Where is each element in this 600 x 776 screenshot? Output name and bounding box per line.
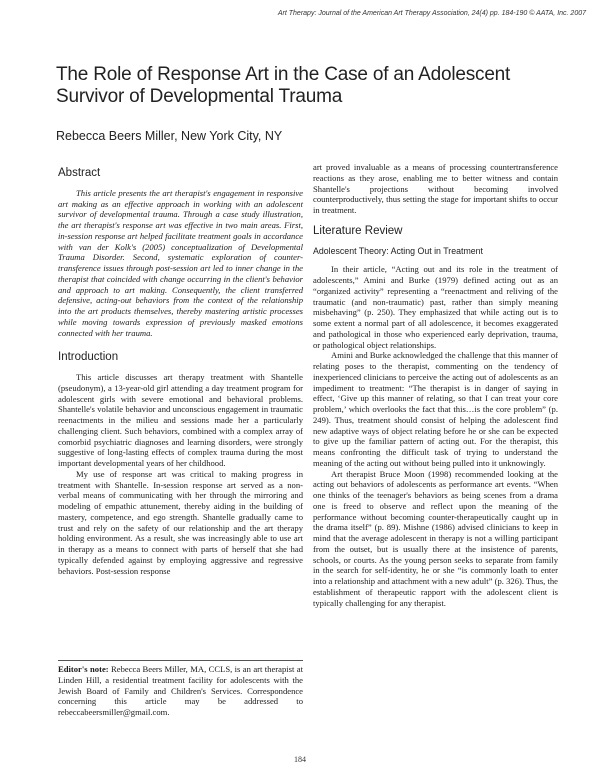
running-head: Art Therapy: Journal of the American Art Therapy Association, 24(4) pp. 184-190 © AATA, Inc. 2007 — [277, 10, 586, 17]
author-name: Rebecca Beers Miller, — [56, 129, 178, 143]
editors-note-label: Editor's note: — [58, 664, 109, 674]
article-title: The Role of Response Art in the Case of an Adolescent Survivor of Developmental Trauma — [56, 64, 511, 107]
author-location: New York City, NY — [177, 129, 283, 143]
page-number: 184 — [294, 755, 306, 764]
abstract-heading: Abstract — [58, 167, 101, 179]
abstract-text: This article presents the art therapist's engagement in responsive art making as an effective approach in working with an adolescent survivor of developmental trauma. Through a case study illustration, the art therapist's response art was effective in two main areas. First, in-session response art helped facilitate treatment goals in accordance with van der Kolk's (2005) conceptualization of Developmental Trauma Disorder. Second, systematic exploration of counter-transference issues through post-session art led to inner change in the therapist that coincided with change occurring in the client's behavior and approach to art making. Consequently, the client transferred defensive, acting-out behaviors from the context of the relationship into the art products themselves, thereby mastering artistic processes while moving towards expression of previously masked emotions connected with her trauma. — [58, 187, 303, 338]
introduction-heading: Introduction — [58, 351, 119, 364]
acting-out-subheading: Adolescent Theory: Acting Out in Treatment — [313, 245, 484, 256]
literature-review-heading: Literature Review — [313, 224, 403, 237]
editors-note — [58, 660, 303, 718]
continuation-paragraph: art proved invaluable as a means of processing countertransference reactions as they arose, enabling me to better witness and contain Shantelle's projections without becoming involved counterproductively, thus setting the stage for important shifts to occur in treatment. — [313, 162, 558, 215]
intro-paragraph-1: This article discusses art therapy treatment with Shantelle (pseudonym), a 13-year-old girl attending a day treatment program for adolescent girls with severe emotional and behavioral problems. Shantelle's volatile behavior and unconscious engagement in traumatic reenactments in the milieu and sessions made her a particularly challenging client. Such behaviors, combined with a complex array of comorbid psychiatric diagnoses and learning disorders, were strongly suggestive of long-lasting effects of complex trauma during the most important developmental years of her childhood. — [58, 372, 303, 468]
intro-paragraph-2: My use of response art was critical to making progress in treatment with Shantelle. In-session response art served as a non-verbal means of communicating with her through the mirroring and modeling of empathic attunement, thereby aiding in the building of mastery, competence, and ego strength. Shantelle gradually came to trust and rely on the safety of our relationship and the art therapy holding environment. As a result, she was increasingly able to use art in therapy as a means to connect with parts of herself that she had typically defended against by employing aggressive and regressive behaviors. Post-session response — [58, 468, 303, 576]
lit-paragraph-3: Art therapist Bruce Moon (1998) recommended looking at the acting out behaviors of adolescents as performance art events. “When one thinks of the teenager's behaviors as being scenes from a drama one is freed to observe and reflect upon the meaning of the performance without becoming counter-therapeutically caught up in the drama itself” (p. 89). Mishne (1986) advised clinicians to keep in mind that the average adolescent in therapy is not a willing participant from the outset, but is usually there at the insistence of parents, schools, or courts. As the young person seeks to separate from family in the search for self-identity, he or she “is commonly loath to enter into a relationship and attachment with a new adult” (p. 326). Thus, the establishment of therapeutic rapport with the adolescent client is typically challenging for any therapist. — [313, 468, 558, 608]
lit-paragraph-1: In their article, “Acting out and its role in the treatment of adolescents,” Amini and Burke (1979) defined acting out as an “organized activity” representing a “reenactment and reliving of the traumatic (and non-traumatic) past, rather than simply meaning misbehaving” (p. 250). They emphasized that while acting out is to some extent a normal part of all adolescence, it becomes exaggerated and pathological in those who experienced early deprivation, trauma, or pathological object relationships. — [313, 264, 558, 350]
left-column — [58, 168, 303, 576]
lit-paragraph-2: Amini and Burke acknowledged the challenge that this manner of relating poses to the therapist, commenting on the tendency of inexperienced clinicians to perceive the acting out of adolescents as an impediment to treatment: “The therapist is in danger of saying in effect, ‘Give up this manner of relating, so that I can treat your core problem,’ which overlooks the fact that this…is the core problem” (p. 249). Thus, treatment should consist of helping the adolescent find new adaptive ways of object relating before he or she can be expected to give up the familiar pattern of acting out. For the therapist, this means confronting the difficult task of trying to understand the meaning of the acting out without being pulled into it unknowingly. — [313, 350, 558, 468]
right-column — [313, 162, 558, 608]
editors-note-text: Rebecca Beers Miller, MA, CCLS, is an art therapist at Linden Hill, a residential treatment facility for adolescents with the Jewish Board of Family and Children's Services. Correspondence concerning this article may be addressed to rebeccabeersmiller@gmail.com. — [58, 664, 303, 717]
author-line — [56, 129, 282, 143]
